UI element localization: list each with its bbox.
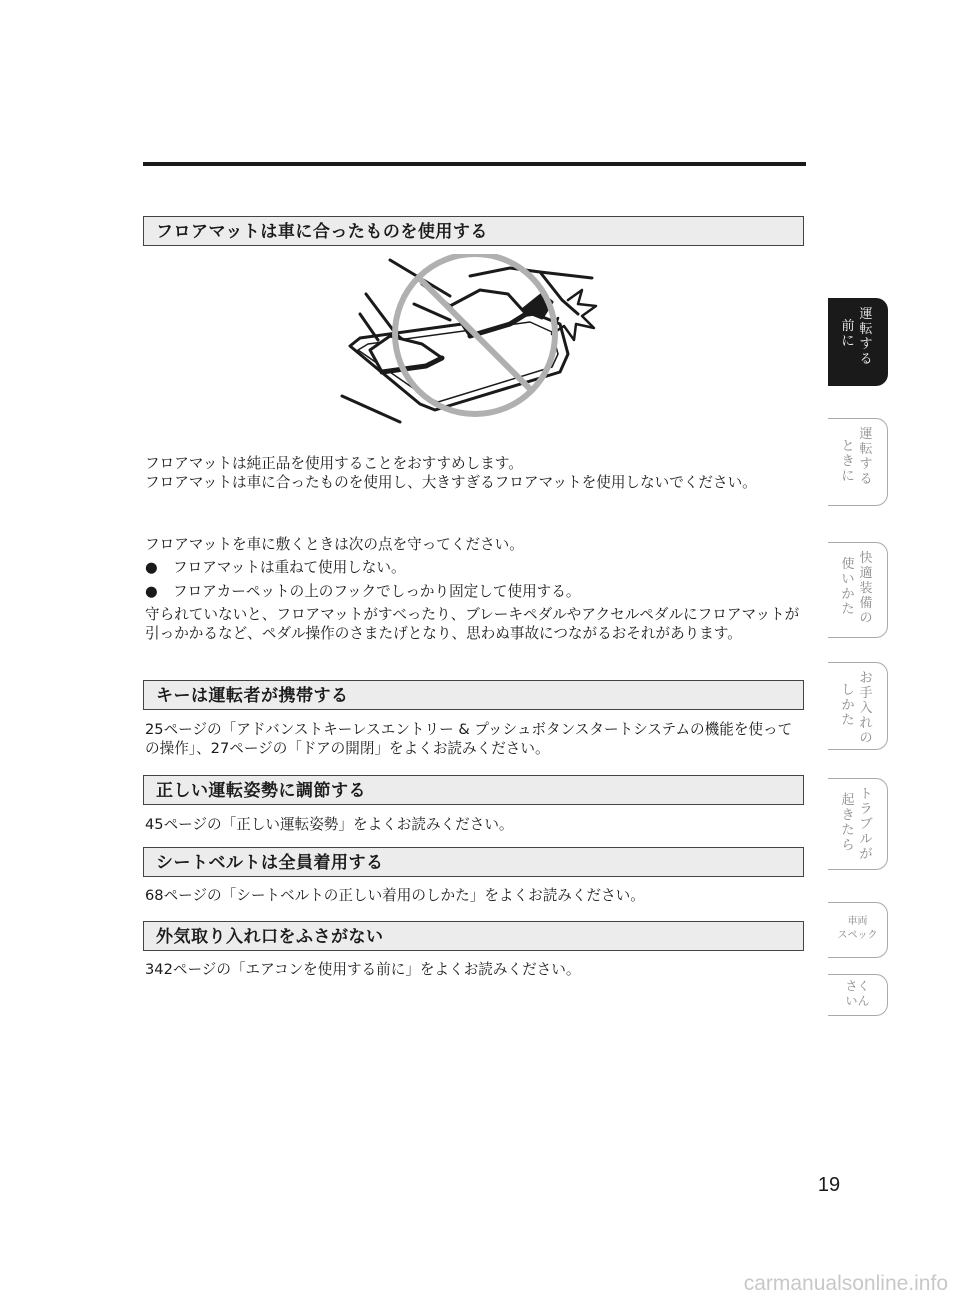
side-tab-label: スペック [837,930,878,941]
side-tab-specifications[interactable] [828,902,888,958]
bullet-dot: ● [145,559,158,576]
bullet-text: フロアマットは重ねて使用しない。 [173,559,406,576]
side-tab-label: しかた [841,683,855,728]
section-heading-seatbelt: シートベルトは全員着用する [143,847,804,877]
paragraph: 45ページの「正しい運転姿勢」をよくお読みください。 [145,816,514,833]
side-tab-label: お手入れの [859,671,873,746]
section-heading-floor-mat: フロアマットは車に合ったものを使用する [143,216,804,246]
side-tab-label: いん [845,994,870,1008]
paragraph: フロアマットは純正品を使用することをおすすめします。 [145,455,523,472]
side-tab-label: 前に [841,319,855,349]
side-tab-label: 快適装備の [859,551,873,626]
page-number: 19 [817,1174,841,1196]
bullet-dot: ● [145,583,158,600]
side-tab-comfort-features[interactable] [828,542,888,638]
side-tab-index[interactable] [828,974,888,1016]
side-tab-troubleshooting[interactable] [828,778,888,870]
floor-mat-illustration [330,254,620,424]
side-tab-before-driving[interactable] [828,298,888,386]
bullet-item [145,582,805,601]
side-tab-label: ときに [841,439,855,484]
bullet-item [145,558,805,577]
paragraph: フロアマットは車に合ったものを使用し、大きすぎるフロアマットを使用しないでください。 [145,474,757,491]
side-tab-label: 車両 [847,916,868,927]
paragraph: 342ページの「エアコンを使用する前に」をよくお読みください。 [145,961,581,978]
bullet-text: フロアカーペットの上のフックでしっかり固定して使用する。 [173,583,581,600]
paragraph: 68ページの「シートベルトの正しい着用のしかた」をよくお読みください。 [145,887,645,904]
warning-note: 守られていないと、フロアマットがすべったり、ブレーキペダルやアクセルペダルにフロアマットが引っかかるなど、ペダル操作のさまたげとなり、思わぬ事故につながるおそれがあります。 [145,606,800,642]
side-tab-label: 運転する [859,307,873,367]
watermark: carmanualsonline.info [743,1272,948,1295]
top-rule [143,162,806,166]
section-heading-air-intake: 外気取り入れ口をふさがない [143,921,804,951]
side-tab-while-driving[interactable] [828,418,888,506]
paragraph: 25ページの「アドバンストキーレスエントリー & プッシュボタンスタートシステムの機能を使っての操作」、27ページの「ドアの開閉」をよくお読みください。 [145,721,793,757]
side-tab-label: さく [845,979,870,993]
paragraph: フロアマットを車に敷くときは次の点を守ってください。 [145,536,524,553]
side-tab-label: トラブルが [859,787,873,862]
section-heading-posture: 正しい運転姿勢に調節する [143,775,804,805]
side-tab-label: 起きたら [841,793,855,853]
side-tab-label: 運転する [859,427,873,487]
section-heading-key: キーは運転者が携帯する [143,680,804,710]
side-tab-maintenance[interactable] [828,662,888,750]
side-tab-label: 使いかた [841,557,855,617]
